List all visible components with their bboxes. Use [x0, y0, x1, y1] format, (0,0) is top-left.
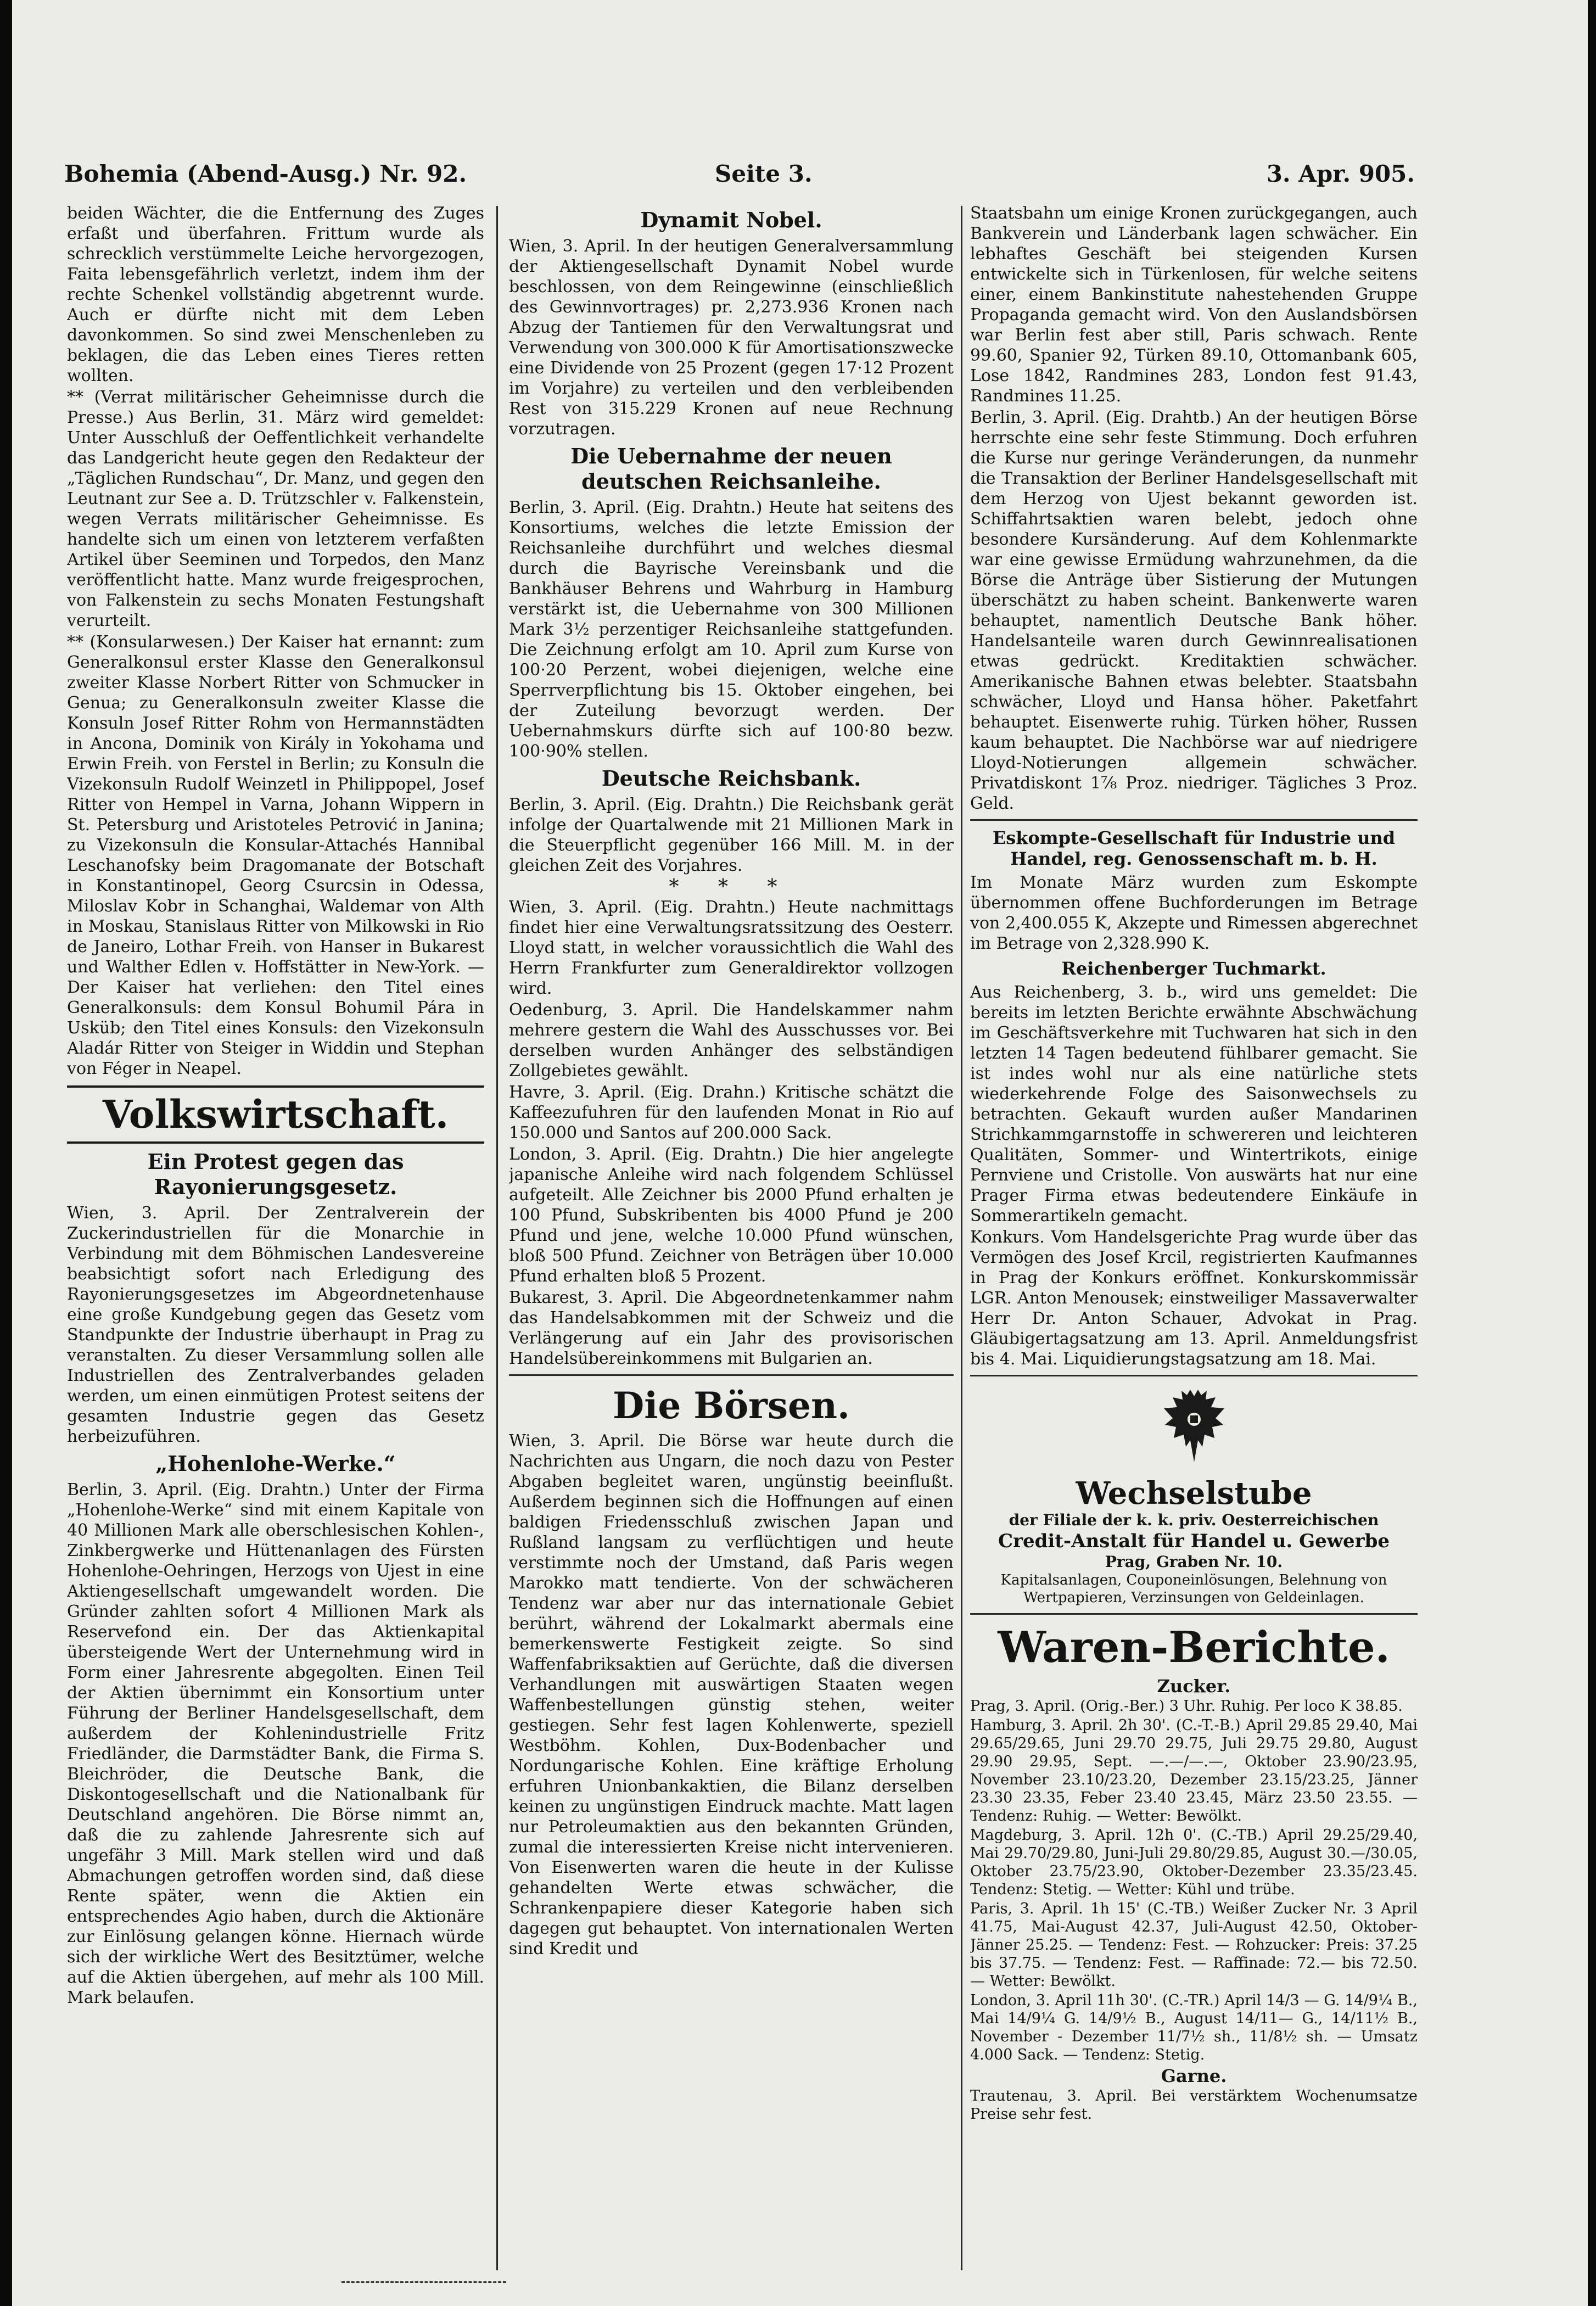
column-3	[970, 203, 1418, 2284]
divider	[970, 1613, 1418, 1615]
subhead-zucker: Zucker.	[1157, 1676, 1231, 1697]
page-bottom-marks	[341, 2281, 506, 2290]
article-protest: Wien, 3. April. Der Zentralverein der Zuckerindustriellen für die Monarchie in Verbindung mit dem Böhmischen Landesvereine beabsichtigt sofort nach Erledigung des Rayonierungsgesetzes im Abgeordnetenhause eine große Kundgebung gegen das Gesetz vom Standpunkte der Industrie überhaupt in Prag zu veranstalten. Zu dieser Versammlung sollen alle Industriellen des Zentralverbandes geladen werden, um einen einmütigen Protest seitens der gesamten Industrie gegen das Gesetz herbeizuführen.	[67, 1204, 484, 1446]
report-trautenau: Trautenau, 3. April. Bei verstärktem Wochenumsatze Preise sehr fest.	[970, 2087, 1418, 2123]
column-2	[509, 203, 954, 2284]
ad-title: Wechselstube	[1076, 1475, 1312, 1512]
report-london: London, 3. April 11h 30'. (C.-TR.) April 14/3 — G. 14/9¼ B., Mai 14/9¼ G. 14/9½ B., August 14/11— G., 14/11½ B., November - Dezember 11/7½ sh., 11/8½ sh. — Umsatz 4.000 Sack. — Tendenz: Stetig.	[970, 1992, 1418, 2063]
divider	[970, 1375, 1418, 1376]
ad-address: Prag, Graben Nr. 10.	[1105, 1553, 1283, 1571]
article-konkurs: Konkurs. Vom Handelsgerichte Prag wurde über das Vermögen des Josef Krcil, registrierten Kaufmannes in Prag der Konkurs eröffnet. Konkurskommissär LGR. Anton Menousek; einstweiliger Massaverwalter Herr Dr. Anton Schauer, Advokat in Prag. Gläubigertagsatzung am 13. April. Anmeldungsfrist bis 4. Mai. Liquidierungstagsatzung am 18. Mai.	[970, 1228, 1418, 1369]
section-title-waren-berichte: Waren-Berichte.	[998, 1622, 1390, 1672]
article-oedenburg: Oedenburg, 3. April. Die Handelskammer nahm mehrere gestern die Wahl des Ausschusses vor. Bei derselben wurden Anhänger des selbständigen Zollgebietes gewählt.	[509, 1000, 954, 1081]
column-rule-1	[496, 206, 498, 2270]
article-boersen-berlin: Berlin, 3. April. (Eig. Drahtb.) An der heutigen Börse herrschte eine sehr feste Stimmung. Doch erfuhren die Kurse nur geringe Veränderungen, da nunmehr die Transaktion der Berliner Handelsgesellschaft mit dem Herzog von Ujest bekannt geworden ist. Schiffahrtsaktien waren belebt, jedoch ohne besondere Kursänderung. Auf dem Kohlenmarkte war eine gewisse Ermüdung wahrzunehmen, da die Börse die Anträge über Sistierung der Mutungen überschätzt zu haben scheint. Bankenwerte waren behauptet, namentlich Deutsche Bank höher. Handelsanteile waren durch Gewinnrealisationen etwas gedrückt. Kreditaktien schwächer. Amerikanische Bahnen etwas belebter. Staatsbahn schwächer, Lloyd und Hansa höher. Paketfahrt behauptet. Eisenwerte ruhig. Türken höher, Russen kaum behauptet. Die Nachbörse war auf niedrigere Lloyd-Notierungen allgemein schwächer. Privatdiskont 1⅞ Proz. niedriger. Tägliches 3 Proz. Geld.	[970, 408, 1418, 813]
ad-line-1: der Filiale der k. k. priv. Oesterreichischen	[1009, 1511, 1379, 1529]
report-paris: Paris, 3. April. 1h 15' (C.-TB.) Weißer Zucker Nr. 3 April 41.75, Mai-August 42.37, Juli-August 42.50, Oktober-Jänner 25.25. — Tendenz: Fest. — Rohzucker: Preis: 37.25 bis 37.75. — Tendenz: Fest. — Raffinade: 72.— bis 72.50. — Wetter: Bewölkt.	[970, 1900, 1418, 1990]
divider	[970, 819, 1418, 821]
divider	[509, 1374, 954, 1376]
headline-hohenlohe: „Hohenlohe-Werke.“	[155, 1451, 396, 1476]
header-publication: Bohemia (Abend-Ausg.) Nr. 92.	[64, 160, 467, 187]
double-eagle-icon	[1158, 1385, 1230, 1468]
header-date: 3. Apr. 905.	[1266, 160, 1415, 187]
header-page-number: Seite 3.	[715, 160, 813, 187]
article-eskompte: Im Monate März wurden zum Eskompte übernommen offene Buchforderungen im Betrage von 2,400.055 K, Akzepte und Rimessen abgerechnet im Betrage von 2,328.990 K.	[970, 873, 1418, 953]
headline-protest: Ein Protest gegen das Rayonierungsgesetz.	[147, 1149, 404, 1199]
ad-services: Kapitalsanlagen, Couponeinlösungen, Belehnung von Wertpapieren, Verzinsungen von Geldeinlagen.	[1000, 1572, 1387, 1606]
article-dynamit: Wien, 3. April. In der heutigen Generalversammlung der Aktiengesellschaft Dynamit Nobel wurde beschlossen, von dem Reingewinne (einschließlich des Gewinnvortrages) pr. 2,273.936 Kronen nach Abzug der Tantiemen für den Verwaltungsrat und Verwendung von 300.000 K für Amortisationszwecke eine Dividende von 25 Prozent (gegen 17·12 Prozent im Vorjahre) zu verteilen und den verbleibenden Rest von 315.229 Kronen auf neue Rechnung vorzutragen.	[509, 237, 954, 439]
article-havre: Havre, 3. April. (Eig. Drahn.) Kritische schätzt die Kaffeezufuhren für den laufenden Monat in Rio auf 150.000 und Santos auf 200.000 Sack.	[509, 1083, 954, 1143]
headline-dynamit: Dynamit Nobel.	[640, 208, 822, 232]
headline-reichenberg: Reichenberger Tuchmarkt.	[1061, 958, 1326, 979]
article-verrat: ** (Verrat militärischer Geheimnisse durch die Presse.) Aus Berlin, 31. März wird gemeldet: Unter Ausschluß der Oeffentlichkeit verhandelte das Landgericht heute gegen den Redakteur der „Täglichen Rundschau“, Dr. Manz, und gegen den Leutnant zur See a. D. Trützschler v. Falkenstein, wegen Verrats militärischer Geheimnisse. Es handelte sich um einen von letzterem verfaßten Artikel über Seeminen und Torpedos, den Manz veröffentlicht hatte. Manz wurde freigesprochen, von Falkenstein zu sechs Monaten Festungshaft verurteilt.	[67, 388, 484, 630]
column-rule-2	[961, 206, 962, 2270]
report-magdeburg: Magdeburg, 3. April. 12h 0'. (C.-TB.) April 29.25/29.40, Mai 29.70/29.80, Juni-Juli 29.80/29.85, August 30.—/30.05, Oktober 23.75/23.90, Oktober-Dezember 23.35/23.45. Tendenz: Stetig. — Wetter: Kühl und trübe.	[970, 1827, 1418, 1898]
article-reichsanleihe: Berlin, 3. April. (Eig. Drahtn.) Heute hat seitens des Konsortiums, welches die letzte Emission der Reichsanleihe durchführt und welches diesmal durch die Bayrische Vereinsbank und die Bankhäuser Behrens und Wahrburg in Hamburg verstärkt ist, die Uebernahme von 300 Millionen Mark 3½ perzentiger Reichsanleihe stattgefunden. Die Zeichnung erfolgt am 10. April zum Kurse von 100·20 Perzent, wobei diejenigen, welche eine Sperrverpflichtung bis 15. Oktober eingehen, bei der Zuteilung bevorzugt werden. Der Uebernahmskurs dürfte sich auf 100·80 bezw. 100·90% stellen.	[509, 498, 954, 761]
report-hamburg: Hamburg, 3. April. 2h 30'. (C.-T.-B.) April 29.85 29.40, Mai 29.65/29.65, Juni 29.70 29.75, Juli 29.75 29.80, August 29.90 29.95, Sept. —.—/—.—, Oktober 23.90/23.95, November 23.10/23.20, Dezember 23.15/23.25, Jänner 23.30 23.35, Feber 23.40 23.45, März 23.50 23.55. — Tendenz: Ruhig. — Wetter: Bewölkt.	[970, 1717, 1418, 1824]
article-bukarest: Bukarest, 3. April. Die Abgeordnetenkammer nahm das Handelsabkommen mit der Schweiz und die Verlängerung auf ein Jahr des provisorischen Handelsübereinkommens mit Bulgarien an.	[509, 1288, 954, 1368]
page-header	[64, 160, 1415, 194]
article-reichenberg: Aus Reichenberg, 3. b., wird uns gemeldet: Die bereits im letzten Berichte erwähnte Abschwächung im Geschäftsverkehre mit Tuchwaren hat sich in den letzten 14 Tagen bedeutend fühlbarer gemacht. Sie ist indes wohl nur als eine natürliche stets wiederkehrende Folge des Saisonwechsels zu betrachten. Gekauft wurden außer Mandarinen Strichkammgarnstoffe in schwereren und leichteren Qualitäten, Sommer- und Wintertrikots, einige Pernviene und Cristolle. Von auswärts hat nur eine Prager Firma etwas bedeutendere Einkäufe in Sommerartikeln gemacht.	[970, 983, 1418, 1225]
subhead-garne: Garne.	[1161, 2066, 1227, 2086]
article-reichsbank: Berlin, 3. April. (Eig. Drahtn.) Die Reichsbank gerät infolge der Quartalwende mit 21 Millionen Mark in die Steuerpflicht gegenüber 166 Mill. M. in der gleichen Zeit des Vorjahres.	[509, 795, 954, 875]
article-boersen-wien: Wien, 3. April. Die Börse war heute durch die Nachrichten aus Ungarn, die noch dazu von Pester Abgaben begleitet waren, ungünstig beeinflußt. Außerdem beginnen sich die Hoffnungen auf einen baldigen Friedensschluß zwischen Japan und Rußland langsam zu verflüchtigen und heute verstimmte noch der Umstand, daß Paris wegen Marokko matt tendierte. Von der schwächeren Tendenz war aber nur das internationale Gebiet berührt, während der Lokalmarkt abermals eine bemerkenswerte Festigkeit zeigte. So sind Waffenfabriksaktien auf Gerüchte, daß die diversen Verhandlungen mit auswärtigen Staaten wegen Waffenbestellungen günstig stehen, weiter gestiegen. Sehr fest lagen Kohlenwerte, speziell Westböhm. Kohlen, Dux-Bodenbacher und Nordungarische Kohlen. Eine kräftige Erholung erfuhren Unionbankaktien, die Bilanz derselben keinen zu ungünstigen Eindruck machte. Matt lagen nur Petroleumaktien aus den bekannten Gründen, zumal die interessierten Kreise nicht intervenieren. Von Eisenwerten waren die heute in der Kulisse gehandelten Werte etwas schwächer, die Schrankenpapiere dieser Kategorie haben sich dagegen gut behauptet. Von internationalen Werten sind Kredit und	[509, 1431, 954, 1958]
section-separator-stars: * * *	[669, 876, 794, 898]
column-1	[67, 203, 484, 2284]
headline-boersen: Die Börsen.	[613, 1384, 850, 1427]
section-title-volkswirtschaft: Volkswirtschaft.	[67, 1085, 484, 1144]
article-accident-continued: beiden Wächter, die die Entfernung des Zuges erfaßt und überfahren. Frittum wurde als schrecklich verstümmelte Leiche hervorgezogen, Faita lebensgefährlich verletzt, indem ihm der rechte Schenkel vollständig abgetrennt wurde. Auch er dürfte nicht mit dem Leben davonkommen. So sind zwei Menschenleben zu beklagen, die das Leben eines Tieres retten wollten.	[67, 204, 484, 385]
report-prag: Prag, 3. April. (Orig.-Ber.) 3 Uhr. Ruhig. Per loco K 38.85.	[970, 1698, 1403, 1715]
ad-line-2: Credit-Anstalt für Handel u. Gewerbe	[998, 1530, 1390, 1552]
newspaper-page	[12, 0, 1588, 2306]
article-london-anleihe: London, 3. April. (Eig. Drahtn.) Die hier angelegte japanische Anleihe wird nach folgendem Schlüssel aufgeteilt. Alle Zeichner bis 2000 Pfund erhalten je 100 Pfund, Subskribenten bis 4000 Pfund je 200 Pfund und jene, welche 10.000 Pfund wünschen, bloß 500 Pfund. Zeichner von Beträgen über 10.000 Pfund erhalten bloß 5 Prozent.	[509, 1145, 954, 1286]
article-boersen-continued: Staatsbahn um einige Kronen zurückgegangen, auch Bankverein und Länderbank lagen schwächer. Ein lebhaftes Geschäft bei steigenden Kursen entwickelte sich in Türkenlosen, für welche seitens einer, einem Bankinstitute nahestehenden Gruppe Propaganda gemacht wird. Von den Auslandsbörsen war Berlin fest aber still, Paris schwach. Rente 99.60, Spanier 92, Türken 89.10, Ottomanbank 605, Lose 1842, Randmines 283, London fest 91.43, Randmines 11.25.	[970, 204, 1418, 406]
article-hohenlohe: Berlin, 3. April. (Eig. Drahtn.) Unter der Firma „Hohenlohe-Werke“ sind mit einem Kapitale von 40 Millionen Mark alle oberschlesischen Kohlen-, Zinkbergwerke und Hüttenanlagen des Fürsten Hohenlohe-Oehringen, Herzogs von Ujest in eine Aktiengesellschaft umgewandelt worden. Die Gründer zahlten sofort 4 Millionen Mark als Reservefond ein. Der das Aktienkapital übersteigende Wert der Unternehmung wird in Form einer Jahresrente abgegolten. Einen Teil der Aktien übernimmt ein Konsortium unter Führung der Berliner Handelsgesellschaft, dem außerdem der Kohlenindustrielle Fritz Friedländer, die Darmstädter Bank, die Firma S. Bleichröder, die Deutsche Bank, die Diskontogesellschaft und die Nationalbank für Deutschland angehören. Die Börse nimmt an, daß die zu zahlende Jahresrente sich auf ungefähr 3 Mill. Mark stellen wird und daß Abmachungen getroffen worden sind, daß diese Rente später, wenn die Aktien ein entsprechendes Agio haben, durch die Aktionäre zur Einlösung gelangen könne. Hiernach würde sich der wirkliche Wert des Besitztümer, welche auf die Aktien übergehen, auf mehr als 100 Mill. Mark belaufen.	[67, 1480, 484, 2007]
headline-reichsanleihe: Die Uebernahme der neuen deutschen Reichsanleihe.	[570, 444, 892, 494]
headline-reichsbank: Deutsche Reichsbank.	[601, 766, 861, 791]
advertisement-wechselstube	[970, 1385, 1418, 1607]
article-konsularwesen: ** (Konsularwesen.) Der Kaiser hat ernannt: zum Generalkonsul erster Klasse den Generalkonsul zweiter Klasse Norbert Ritter von Schmucker in Genua; zu Generalkonsuln zweiter Klasse die Konsuln Josef Ritter Rohm von Hermannstädten in Ancona, Dominik von Király in Yokohama und Erwin Freih. von Ferstel in Berlin; zu Konsuln die Vizekonsuln Rudolf Weinzetl in Philippopel, Josef Ritter von Hempel in Varna, Johann Wippern in St. Petersburg und Aristoteles Petrović in Janina; zu Vizekonsuln die Konsular-Attachés Hannibal Leschanofsky beim Dragomanate der Botschaft in Konstantinopel, Georg Csurcsin in Odessa, Miloslav Kobr in Schanghai, Waldemar von Alth in Moskau, Stanislaus Ritter von Milkowski in Rio de Janeiro, Lothar Freih. von Hanser in Bukarest und Walther Edlen v. Hoffstätter in New-York. — Der Kaiser hat verliehen: den Titel eines Generalkonsuls: dem Konsul Bohumil Pára in Usküb; den Titel eines Konsuls: den Vizekonsuln Aladár Ritter von Steiger in Widdin und Stephan von Féger in Neapel.	[67, 633, 484, 1078]
article-lloyd: Wien, 3. April. (Eig. Drahtn.) Heute nachmittags findet hier eine Verwaltungsratssitzung des Oesterr. Lloyd statt, in welcher voraussichtlich die Wahl des Herrn Frankfurter zum Generaldirektor vollzogen wird.	[509, 898, 954, 998]
headline-eskompte: Eskompte-Gesellschaft für Industrie und Handel, reg. Genossenschaft m. b. H.	[992, 827, 1396, 869]
